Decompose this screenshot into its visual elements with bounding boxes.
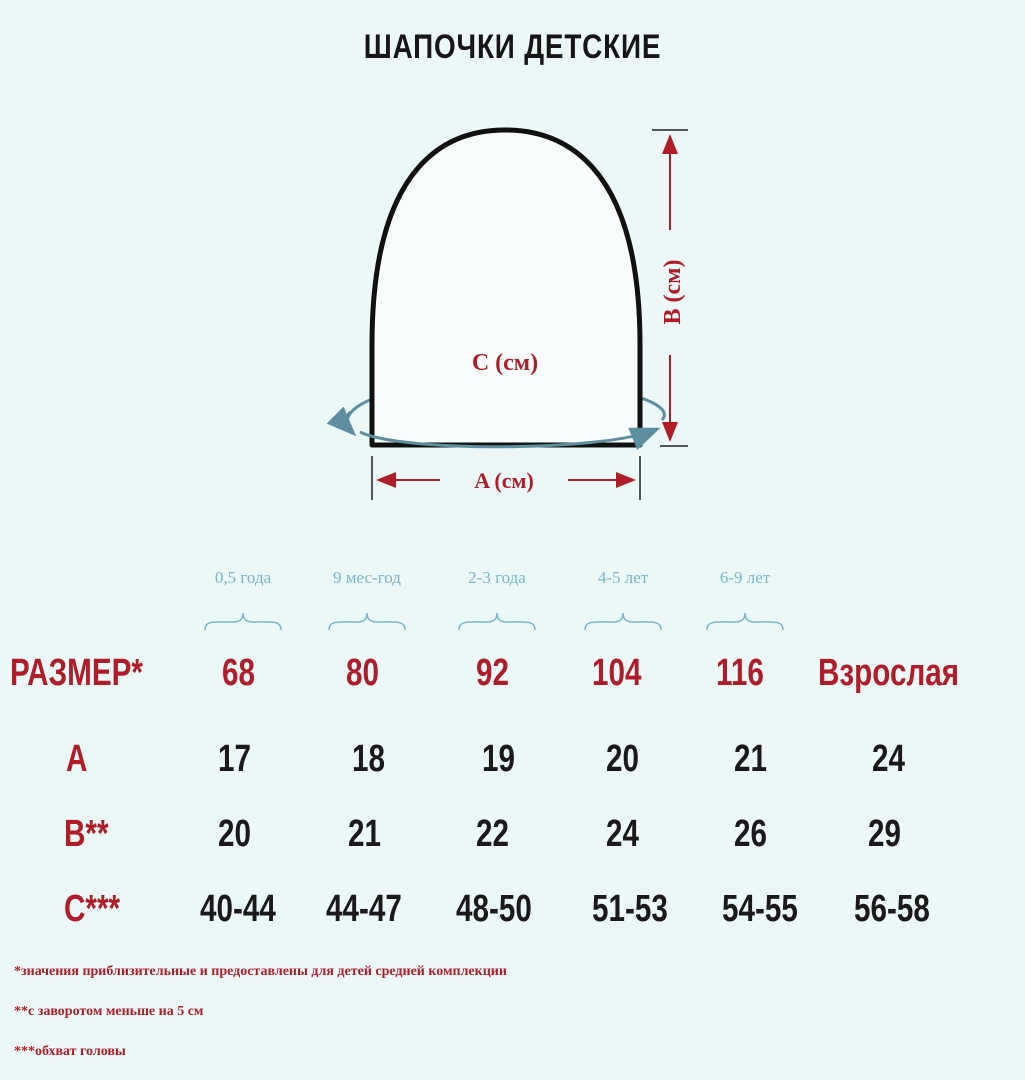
- row-label-a: А: [66, 738, 88, 780]
- label-c: C (см): [471, 350, 539, 376]
- table-cell: 51-53: [592, 888, 668, 930]
- page-title: ШАПОЧКИ ДЕТСКИЕ: [363, 28, 662, 66]
- label-a: A (см): [474, 468, 534, 493]
- age-label: 6-9 лет: [719, 568, 771, 587]
- table-cell: 17: [218, 738, 251, 780]
- table-cell: 18: [352, 738, 385, 780]
- table-cell: 48-50: [456, 888, 532, 930]
- table-cell: 29: [868, 813, 901, 855]
- row-label-b: В**: [64, 813, 109, 855]
- table-cell: 22: [476, 813, 509, 855]
- age-label: 9 мес-год: [333, 568, 401, 587]
- age-label: 0,5 года: [214, 568, 272, 587]
- hat-outline: [372, 130, 640, 445]
- footnote: **с заворотом меньше на 5 см: [14, 1004, 204, 1019]
- brace-icon: [327, 610, 407, 634]
- row-label-size: РАЗМЕР*: [10, 652, 143, 694]
- brace-icon: [457, 610, 537, 634]
- age-group-row: [0, 568, 1025, 648]
- table-cell: 116: [716, 652, 764, 694]
- table-cell: Взрослая: [818, 652, 960, 694]
- table-cell: 40-44: [200, 888, 276, 930]
- table-cell: 54-55: [722, 888, 798, 930]
- footnote: *значения приблизительные и предоставлены для детей средней комплекции: [14, 964, 507, 979]
- table-cell: 24: [872, 738, 905, 780]
- table-cell: 104: [592, 652, 642, 694]
- brace-icon: [583, 610, 663, 634]
- table-cell: 44-47: [326, 888, 402, 930]
- brace-icon: [705, 610, 785, 634]
- table-cell: 92: [476, 652, 509, 694]
- table-cell: 20: [218, 813, 251, 855]
- brace-icon: [203, 610, 283, 634]
- table-cell: 68: [222, 652, 255, 694]
- table-cell: 24: [606, 813, 639, 855]
- table-cell: 19: [482, 738, 515, 780]
- table-cell: 20: [606, 738, 639, 780]
- table-cell: 80: [346, 652, 379, 694]
- age-label: 4-5 лет: [597, 568, 649, 587]
- table-cell: 21: [348, 813, 381, 855]
- label-b: B (см): [660, 259, 686, 325]
- age-label: 2-3 года: [468, 568, 526, 587]
- table-cell: 26: [734, 813, 767, 855]
- table-cell: 56-58: [854, 888, 930, 930]
- table-cell: 21: [734, 738, 767, 780]
- row-label-c: С***: [64, 888, 121, 930]
- footnote: ***обхват головы: [14, 1044, 126, 1059]
